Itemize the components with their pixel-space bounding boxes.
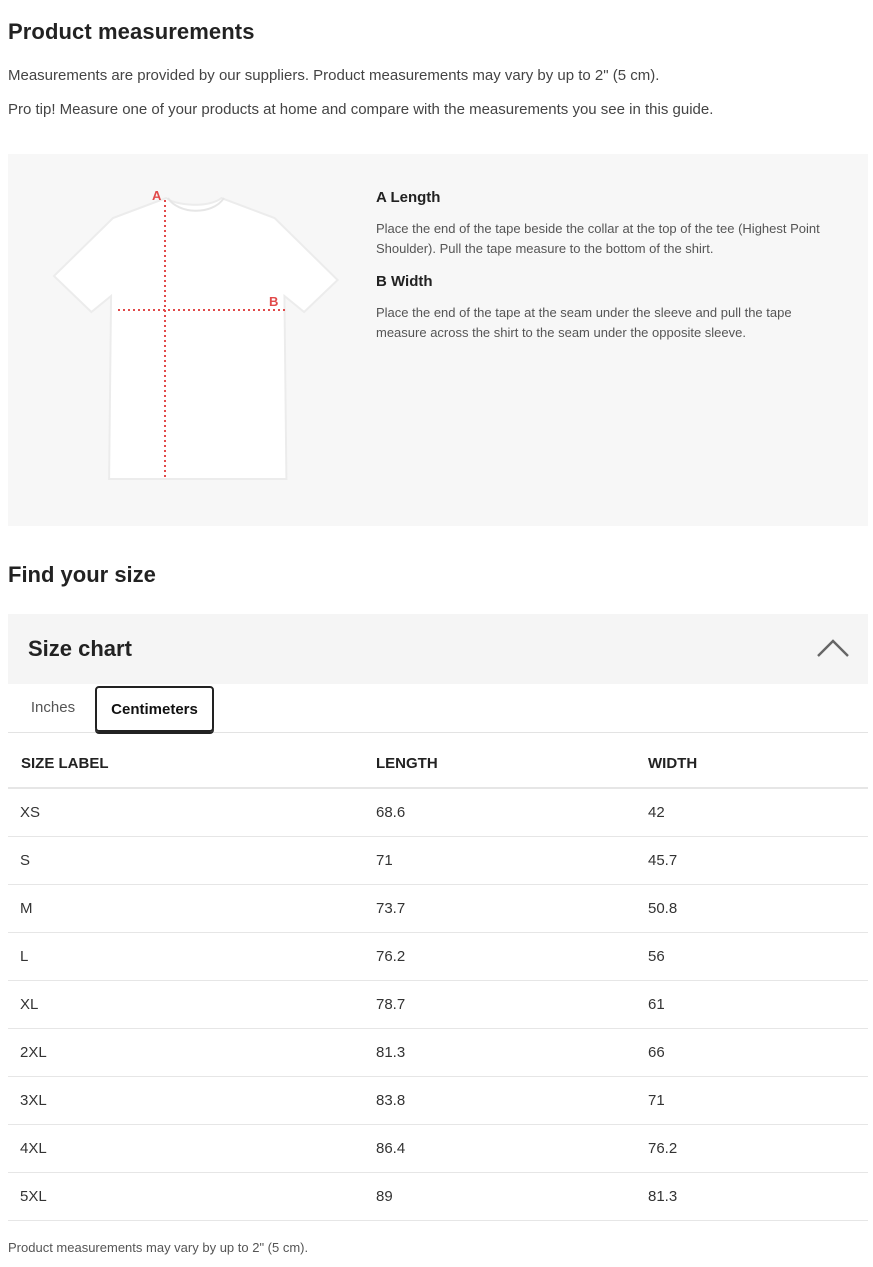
- column-width: WIDTH: [648, 755, 698, 772]
- cell-size: 2XL: [20, 1044, 47, 1061]
- find-size-heading: Find your size: [8, 562, 156, 587]
- cell-size: 5XL: [20, 1188, 47, 1205]
- size-table: [8, 737, 868, 1221]
- cell-length: 83.8: [376, 1092, 406, 1109]
- table-row: [8, 1077, 868, 1125]
- cell-size: 3XL: [20, 1092, 47, 1109]
- table-row: [8, 837, 868, 885]
- cell-width: 81.3: [648, 1188, 678, 1205]
- measurement-note: Measurements are provided by our suppliers. Product measurements may vary by up to 2" (5 cm).: [8, 67, 660, 84]
- cell-length: 86.4: [376, 1140, 406, 1157]
- page-title: Product measurements: [8, 19, 255, 44]
- table-row: [8, 1125, 868, 1173]
- cell-width: 66: [648, 1044, 665, 1061]
- width-description: Place the end of the tape at the seam under the sleeve and pull the tape measure across the shirt to the seam under the opposite sleeve.: [376, 305, 792, 340]
- cell-width: 42: [648, 804, 665, 821]
- marker-b: B: [269, 294, 279, 309]
- footnote: Product measurements may vary by up to 2" (5 cm).: [8, 1240, 309, 1255]
- width-title: B Width: [376, 273, 433, 290]
- table-row: [8, 1173, 868, 1221]
- table-row: [8, 1029, 868, 1077]
- length-description: Place the end of the tape beside the collar at the top of the tee (Highest Point Shoulder). Pull the tape measure to the bottom of the shirt.: [376, 221, 820, 256]
- cell-width: 61: [648, 996, 665, 1013]
- size-chart-title: Size chart: [28, 636, 132, 661]
- cell-size: XS: [20, 804, 41, 821]
- tab-inches[interactable]: Inches: [30, 699, 76, 716]
- cell-size: XL: [20, 996, 39, 1013]
- measurement-guide: [8, 154, 868, 526]
- guide-text: [376, 189, 836, 357]
- tab-centimeters[interactable]: Centimeters: [95, 686, 214, 732]
- table-row: [8, 789, 868, 837]
- cell-width: 50.8: [648, 900, 678, 917]
- cell-width: 76.2: [648, 1140, 678, 1157]
- cell-length: 71: [376, 852, 393, 869]
- cell-size: M: [20, 900, 33, 917]
- cell-size: L: [20, 948, 29, 965]
- cell-length: 73.7: [376, 900, 406, 917]
- tshirt-measurement-icon: [50, 184, 340, 484]
- table-header: [8, 737, 868, 789]
- size-chart-accordion[interactable]: [8, 614, 868, 684]
- unit-tabs: [8, 686, 868, 733]
- table-row: [8, 981, 868, 1029]
- cell-size: S: [20, 852, 31, 869]
- cell-width: 56: [648, 948, 665, 965]
- table-row: [8, 885, 868, 933]
- cell-length: 89: [376, 1188, 393, 1205]
- cell-width: 45.7: [648, 852, 678, 869]
- column-size-label: SIZE LABEL: [21, 755, 109, 772]
- column-length: LENGTH: [376, 755, 438, 772]
- cell-length: 81.3: [376, 1044, 406, 1061]
- chevron-up-icon[interactable]: [816, 636, 850, 660]
- table-row: [8, 933, 868, 981]
- pro-tip: Pro tip! Measure one of your products at home and compare with the measurements you see in this guide.: [8, 101, 714, 118]
- length-title: A Length: [376, 189, 441, 206]
- cell-length: 68.6: [376, 804, 406, 821]
- cell-width: 71: [648, 1092, 665, 1109]
- cell-length: 76.2: [376, 948, 406, 965]
- cell-size: 4XL: [20, 1140, 47, 1157]
- marker-a: A: [152, 188, 162, 203]
- cell-length: 78.7: [376, 996, 406, 1013]
